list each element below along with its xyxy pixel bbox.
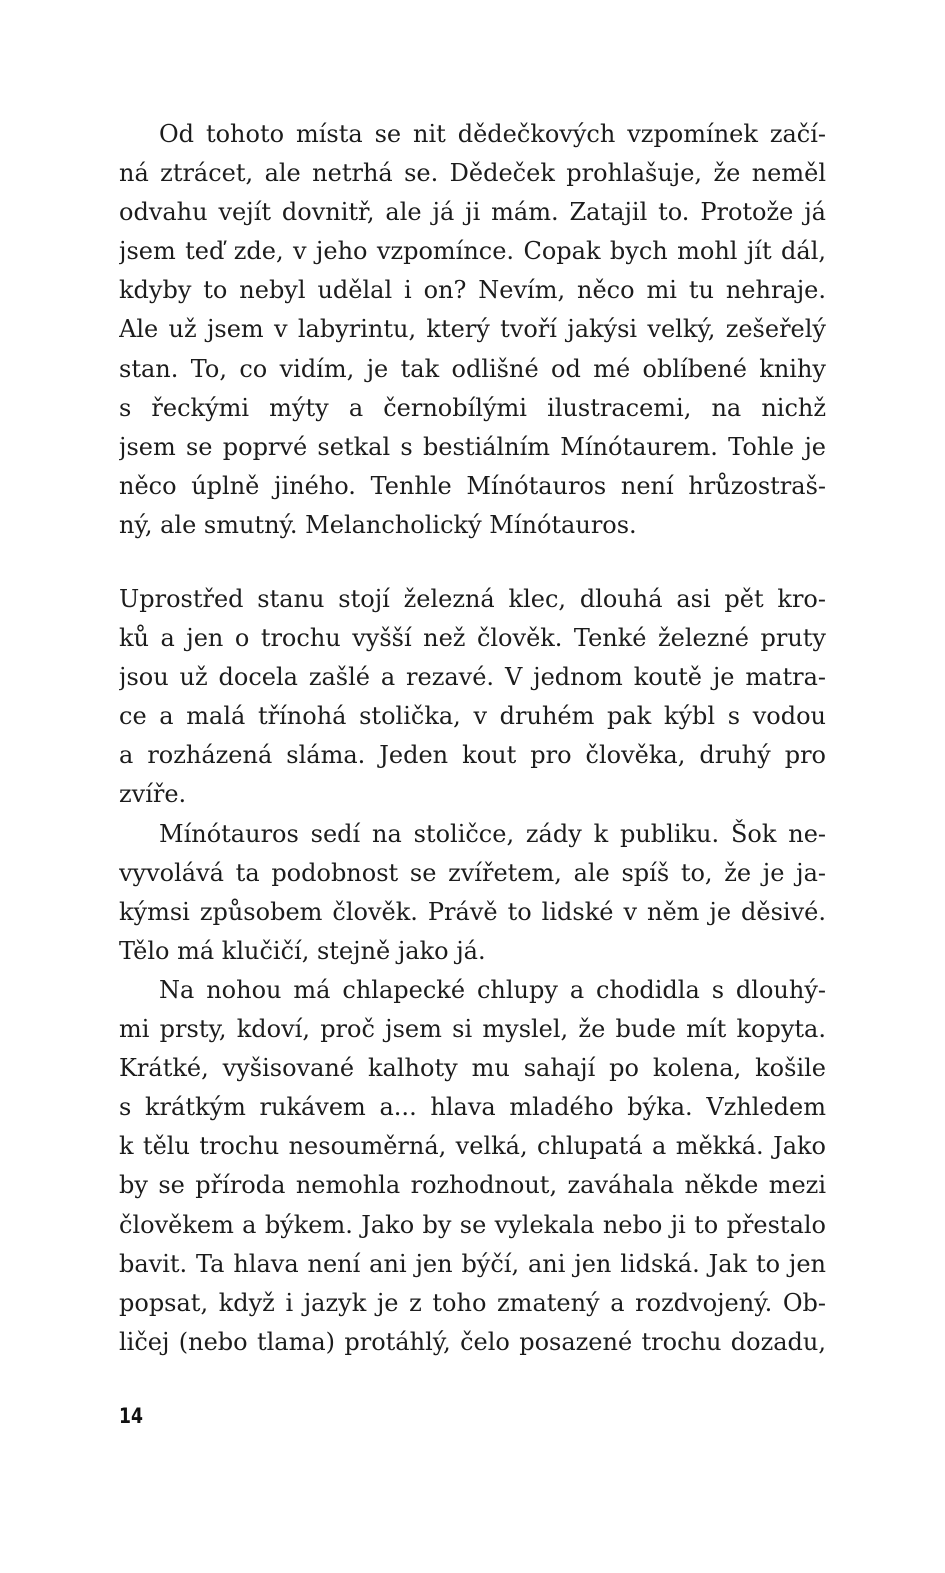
text-line: jsem teď zde, v jeho vzpomínce. Copak bych mohl jít dál, [119,237,826,266]
text-line: jsem se poprvé setkal s bestiálním Mínótaurem. Tohle je [119,432,826,461]
text-line: ný, ale smutný. Melancholický Mínótauros. [119,510,637,539]
text-line: Na nohou má chlapecké chlupy a chodidla s dlouhý- [159,975,826,1004]
text-line: s krátkým rukávem a... hlava mladého býka. Vzhledem [119,1093,826,1122]
text-line: ků a jen o trochu vyšší než člověk. Tenké železné pruty [119,624,826,653]
text-line: odvahu vejít dovnitř, ale já ji mám. Zatajil to. Protože já [119,198,826,227]
text-line: Krátké, vyšisované kalhoty mu sahají po kolena, košile [119,1054,826,1083]
text-line: Od tohoto místa se nit dědečkových vzpomínek začí- [159,120,826,148]
text-line: Ale už jsem v labyrintu, který tvoří jakýsi velký, zešeřelý [119,315,826,344]
text-line: vyvolává ta podobnost se zvířetem, ale spíš to, že je ja- [119,858,826,887]
text-line: něco úplně jiného. Tenhle Mínótauros není hrůzostraš- [119,471,826,500]
text-section-one [119,115,826,545]
text-line: Mínótauros sedí na stoličce, zády k publiku. Šok ne- [159,819,826,848]
text-line: Tělo má klučičí, stejně jako já. [119,936,486,965]
text-line: bavit. Ta hlava není ani jen býčí, ani jen lidská. Jak to jen [119,1249,826,1278]
text-line: Uprostřed stanu stojí železná klec, dlouhá asi pět kro- [119,585,826,613]
text-line: kýmsi způsobem člověk. Právě to lidské v něm je děsivé. [119,897,826,926]
text-line: člověkem a býkem. Jako by se vylekala nebo ji to přestalo [119,1210,826,1239]
text-section-two [119,580,826,1362]
text-line: mi prsty, kdoví, proč jsem si myslel, že bude mít kopyta. [119,1015,826,1044]
text-line: ličej (nebo tlama) protáhlý, čelo posazené trochu dozadu, [119,1327,826,1356]
text-line: ná ztrácet, ale netrhá se. Dědeček prohlašuje, že neměl [119,159,826,188]
text-line: stan. To, co vidím, je tak odlišné od mé oblíbené knihy [119,354,826,383]
text-line: zvíře. [119,780,187,809]
text-line: kdyby to nebyl udělal i on? Nevím, něco mi tu nehraje. [119,276,826,305]
text-line: by se příroda nemohla rozhodnout, zaváhala někde mezi [119,1171,826,1200]
text-line: s řeckými mýty a černobílými ilustracemi, na nichž [119,393,826,422]
text-line: a rozházená sláma. Jeden kout pro člověka, druhý pro [119,741,826,770]
text-line: popsat, když i jazyk je z toho zmatený a rozdvojený. Ob- [119,1288,826,1317]
text-line: k tělu trochu nesouměrná, velká, chlupatá a měkká. Jako [119,1132,826,1161]
page-number: 14 [119,1404,143,1428]
text-line: jsou už docela zašlé a rezavé. V jednom koutě je matra- [119,663,826,692]
text-line: ce a malá třínohá stolička, v druhém pak kýbl s vodou [119,702,826,731]
